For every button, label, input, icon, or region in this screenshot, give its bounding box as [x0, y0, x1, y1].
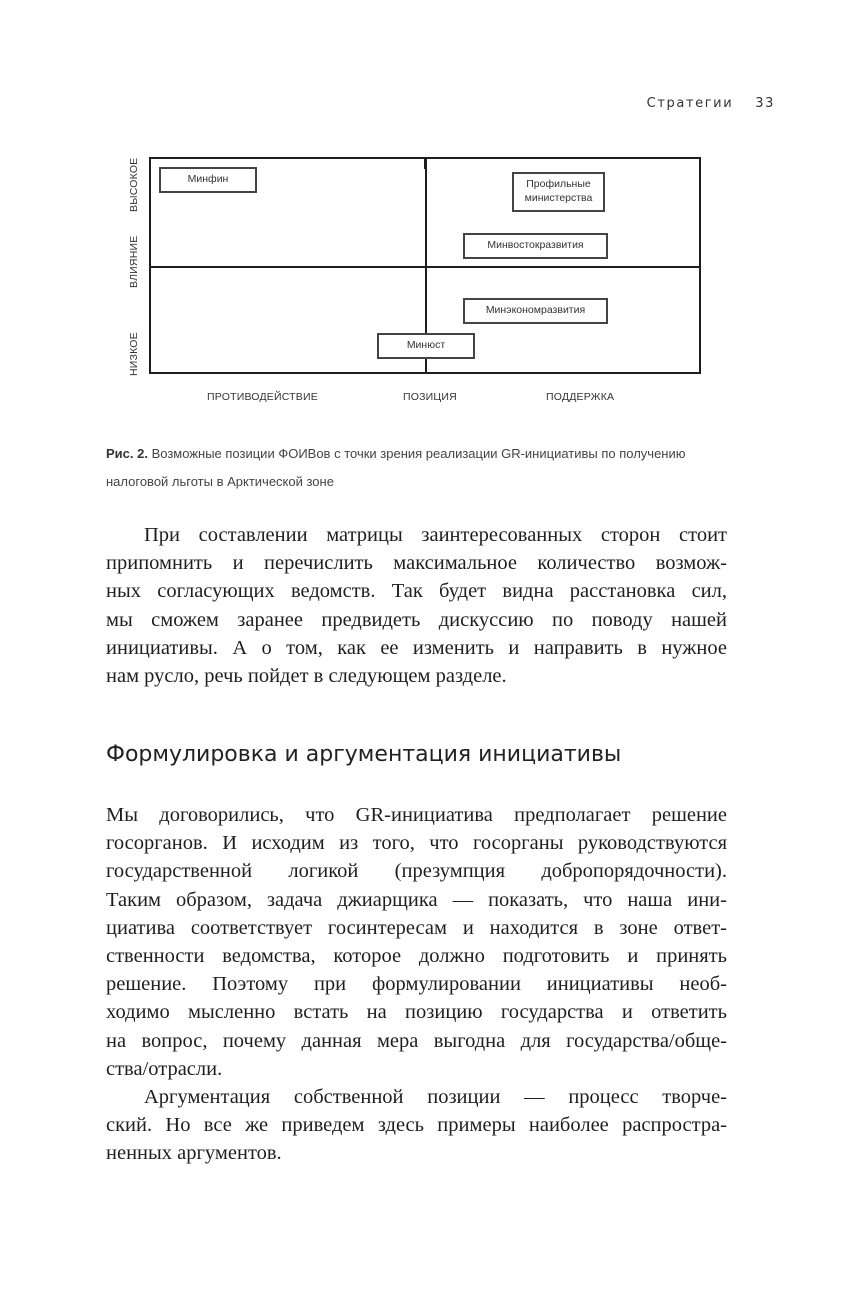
- figure-number: Рис. 2.: [106, 446, 148, 461]
- paragraph-stakeholder-matrix: [106, 521, 727, 690]
- text-line: припомнить и перечислить максимальное количество возмож-: [106, 552, 727, 575]
- box-label: Минюст: [406, 339, 446, 352]
- text-line: ных согласующих ведомств. Так будет видна расстановка сил,: [106, 580, 727, 603]
- matrix-horizontal-divider: [149, 266, 701, 268]
- x-axis-left-label: ПРОТИВОДЕЙСТВИЕ: [207, 391, 318, 403]
- box-profile-ministries: [512, 172, 605, 212]
- x-axis-right-label: ПОДДЕРЖКА: [546, 391, 615, 403]
- matrix-top-tick: [424, 159, 427, 169]
- text-line: ненных аргументов.: [106, 1142, 282, 1165]
- box-minjust: [377, 333, 475, 359]
- text-line: ходимо мысленно встать на позицию государства и ответить: [106, 1001, 727, 1024]
- paragraph-initiative-formulation: [106, 801, 727, 1083]
- box-minvostokrazvitiya: [463, 233, 608, 259]
- section-heading: Формулировка и аргументация инициативы: [106, 742, 622, 767]
- text-line: циатива соответствует госинтересам и находится в зоне ответ-: [106, 916, 727, 939]
- page-number: 33: [755, 96, 775, 111]
- text-line: ства/отрасли.: [106, 1057, 223, 1080]
- text-line: нам русло, речь пойдет в следующем разделе.: [106, 665, 507, 688]
- text-line: мы сможем заранее предвидеть дискуссию по поводу нашей: [106, 608, 727, 631]
- figure-caption-text: Возможные позиции ФОИВов с точки зрения реализации GR-инициативы по получению налоговой льготы в Арктической зоне: [106, 446, 686, 489]
- text-line: ский. Но все же приведем здесь примеры наиболее распростра-: [106, 1114, 727, 1137]
- figure-caption: [106, 440, 746, 496]
- box-mineconomrazvitiya: [463, 298, 608, 324]
- box-minfin: [159, 167, 257, 193]
- text-line: инициативы. А о том, как ее изменить и направить в нужное: [106, 636, 727, 659]
- text-line: решение. Поэтому при формулировании инициативы необ-: [106, 973, 727, 996]
- box-label-line1: Профильные: [526, 178, 591, 191]
- y-axis-high-label: ВЫСОКОЕ: [128, 157, 140, 212]
- text-line: Аргументация собственной позиции — процесс творче-: [144, 1086, 727, 1108]
- box-label: Минфин: [187, 173, 229, 186]
- box-label: Минвостокразвития: [487, 239, 584, 252]
- text-line: При составлении матрицы заинтересованных сторон стоит: [144, 524, 727, 546]
- y-axis-title: ВЛИЯНИЕ: [128, 235, 140, 288]
- paragraph-argumentation: [106, 1083, 727, 1168]
- box-label-line2: министерства: [524, 192, 593, 204]
- running-head-section: Стратегии: [646, 96, 734, 111]
- text-line: ственности ведомства, которое должно подготовить и принять: [106, 945, 727, 968]
- text-line: Таким образом, задача джиарщика — показать, что наша ини-: [106, 888, 727, 911]
- box-label: Минэкономразвития: [485, 304, 586, 317]
- text-line: государственной логикой (презумпция добропорядочности).: [106, 860, 727, 883]
- x-axis-center-label: ПОЗИЦИЯ: [403, 391, 457, 403]
- y-axis-low-label: НИЗКОЕ: [128, 332, 140, 376]
- text-line: госорганов. И исходим из того, что госорганы руководствуются: [106, 832, 727, 855]
- text-line: Мы договорились, что GR-инициатива предполагает решение: [106, 804, 727, 826]
- stakeholder-matrix-figure: [0, 0, 862, 420]
- text-line: на вопрос, почему данная мера выгодна для государства/обще-: [106, 1029, 727, 1052]
